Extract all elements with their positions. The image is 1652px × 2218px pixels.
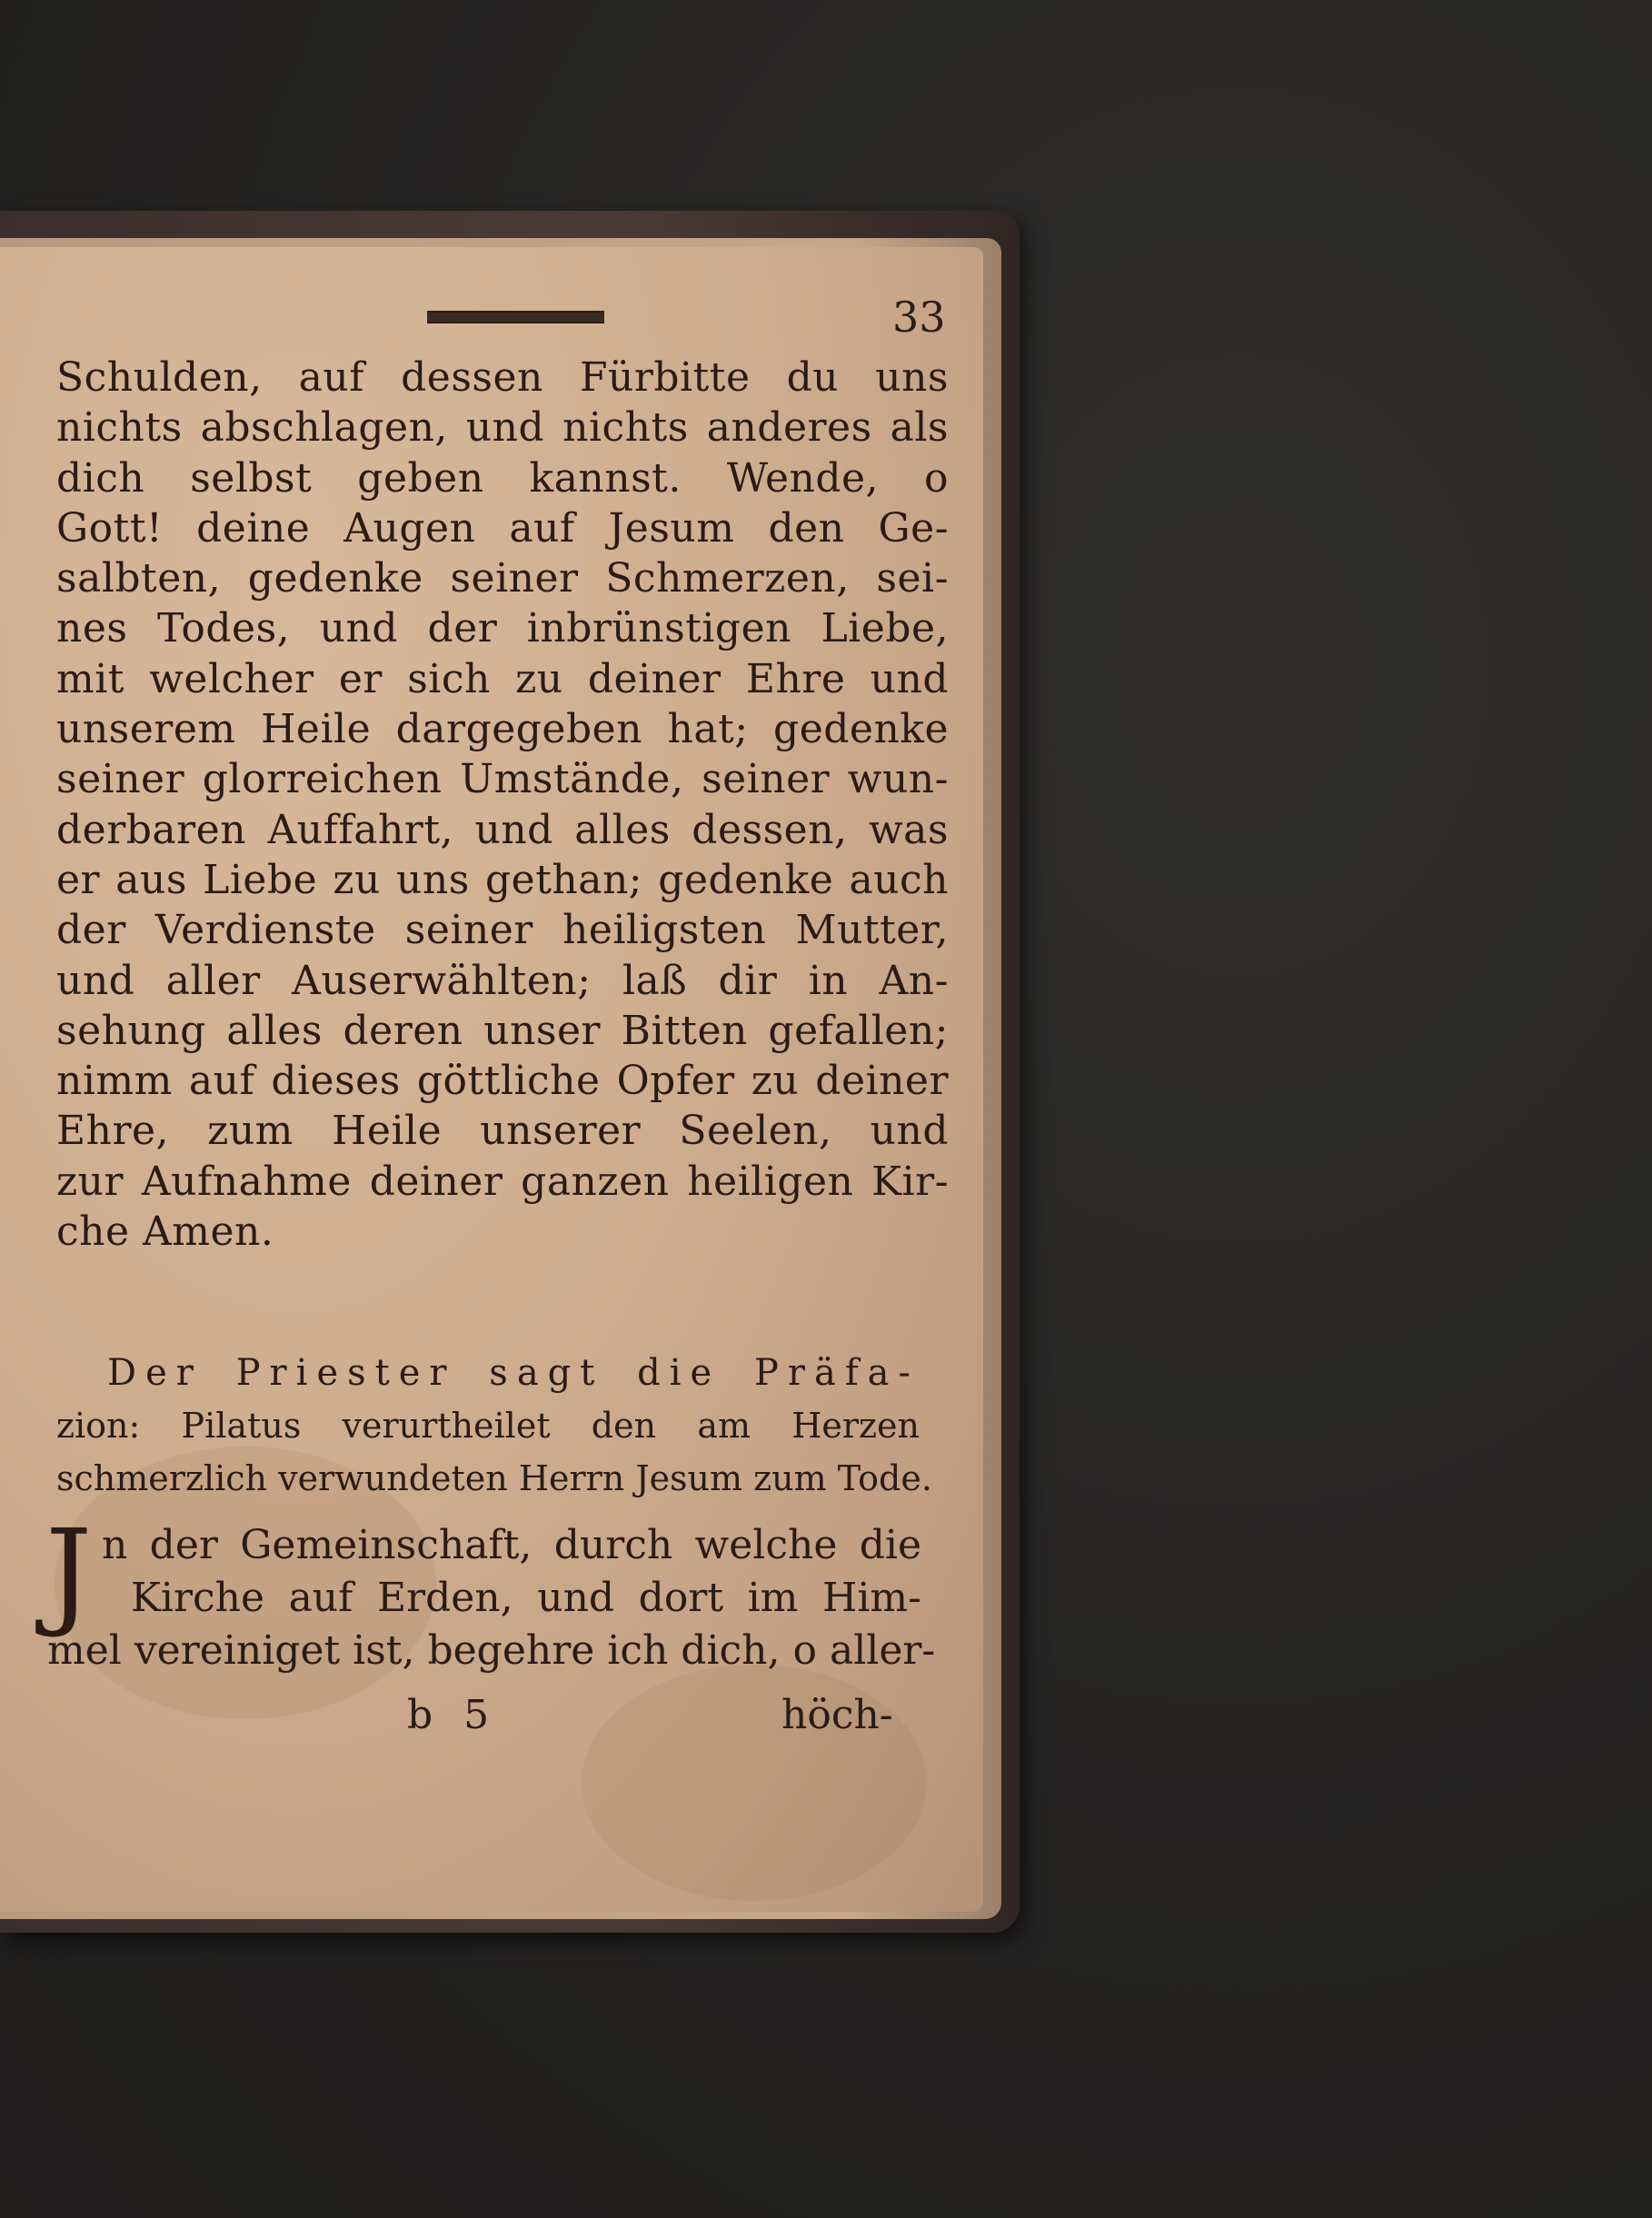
- signature-mark: b 5: [407, 1692, 499, 1738]
- text-line: Ehre, zum Heile unserer Seelen, und: [56, 1108, 949, 1155]
- text-line: zur Aufnahme deiner ganzen heiligen Kir-: [56, 1158, 949, 1205]
- rubric-line: zion: Pilatus verurtheilet den am Herzen: [56, 1406, 920, 1446]
- text-line: Gott! deine Augen auf Jesum den Ge-: [56, 504, 949, 552]
- prayer-line: n der Gemeinschaft, durch welche die: [102, 1522, 921, 1568]
- text-line: nimm auf dieses göttliche Opfer zu deiner: [56, 1058, 949, 1105]
- drop-capital: J: [45, 1506, 93, 1641]
- text-line: salbten, gedenke seiner Schmerzen, sei-: [56, 555, 949, 602]
- text-line: seiner glorreichen Umstände, seiner wun-: [56, 756, 949, 803]
- text-line: der Verdienste seiner heiligsten Mutter,: [56, 907, 949, 954]
- catchword: höch-: [781, 1692, 893, 1738]
- rubric-line: Der Priester sagt die Präfa-: [107, 1352, 920, 1394]
- page-number: 33: [892, 293, 946, 342]
- text-line: che Amen.: [56, 1208, 274, 1256]
- body-text: [56, 353, 949, 1257]
- rubric-instruction: [56, 1347, 932, 1505]
- prayer-line: Kirche auf Erden, und dort im Him-: [131, 1575, 921, 1621]
- rubric-line: schmerzlich verwundeten Herrn Jesum zum Tode.: [56, 1458, 932, 1498]
- text-line: derbaren Auffahrt, und alles dessen, was: [56, 806, 949, 853]
- text-line: nichts abschlagen, und nichts anderes als: [56, 404, 949, 452]
- text-line: dich selbst geben kannst. Wende, o: [56, 454, 949, 502]
- text-line: sehung alles deren unser Bitten gefallen;: [56, 1007, 949, 1054]
- text-line: Schulden, auf dessen Fürbitte du uns: [56, 354, 949, 401]
- text-line: nes Todes, und der inbrünstigen Liebe,: [56, 605, 949, 652]
- text-line: er aus Liebe zu uns gethan; gedenke auch: [56, 856, 949, 903]
- prayer-line: mel vereiniget ist, begehre ich dich, o aller-: [47, 1627, 936, 1674]
- text-line: und aller Auserwählten; laß dir in An-: [56, 957, 949, 1004]
- prayer-text: [47, 1519, 936, 1677]
- header-ornament-rule: [427, 311, 604, 323]
- text-line: mit welcher er sich zu deiner Ehre und: [56, 655, 949, 702]
- text-line: unserem Heile dargegeben hat; gedenke: [56, 706, 949, 753]
